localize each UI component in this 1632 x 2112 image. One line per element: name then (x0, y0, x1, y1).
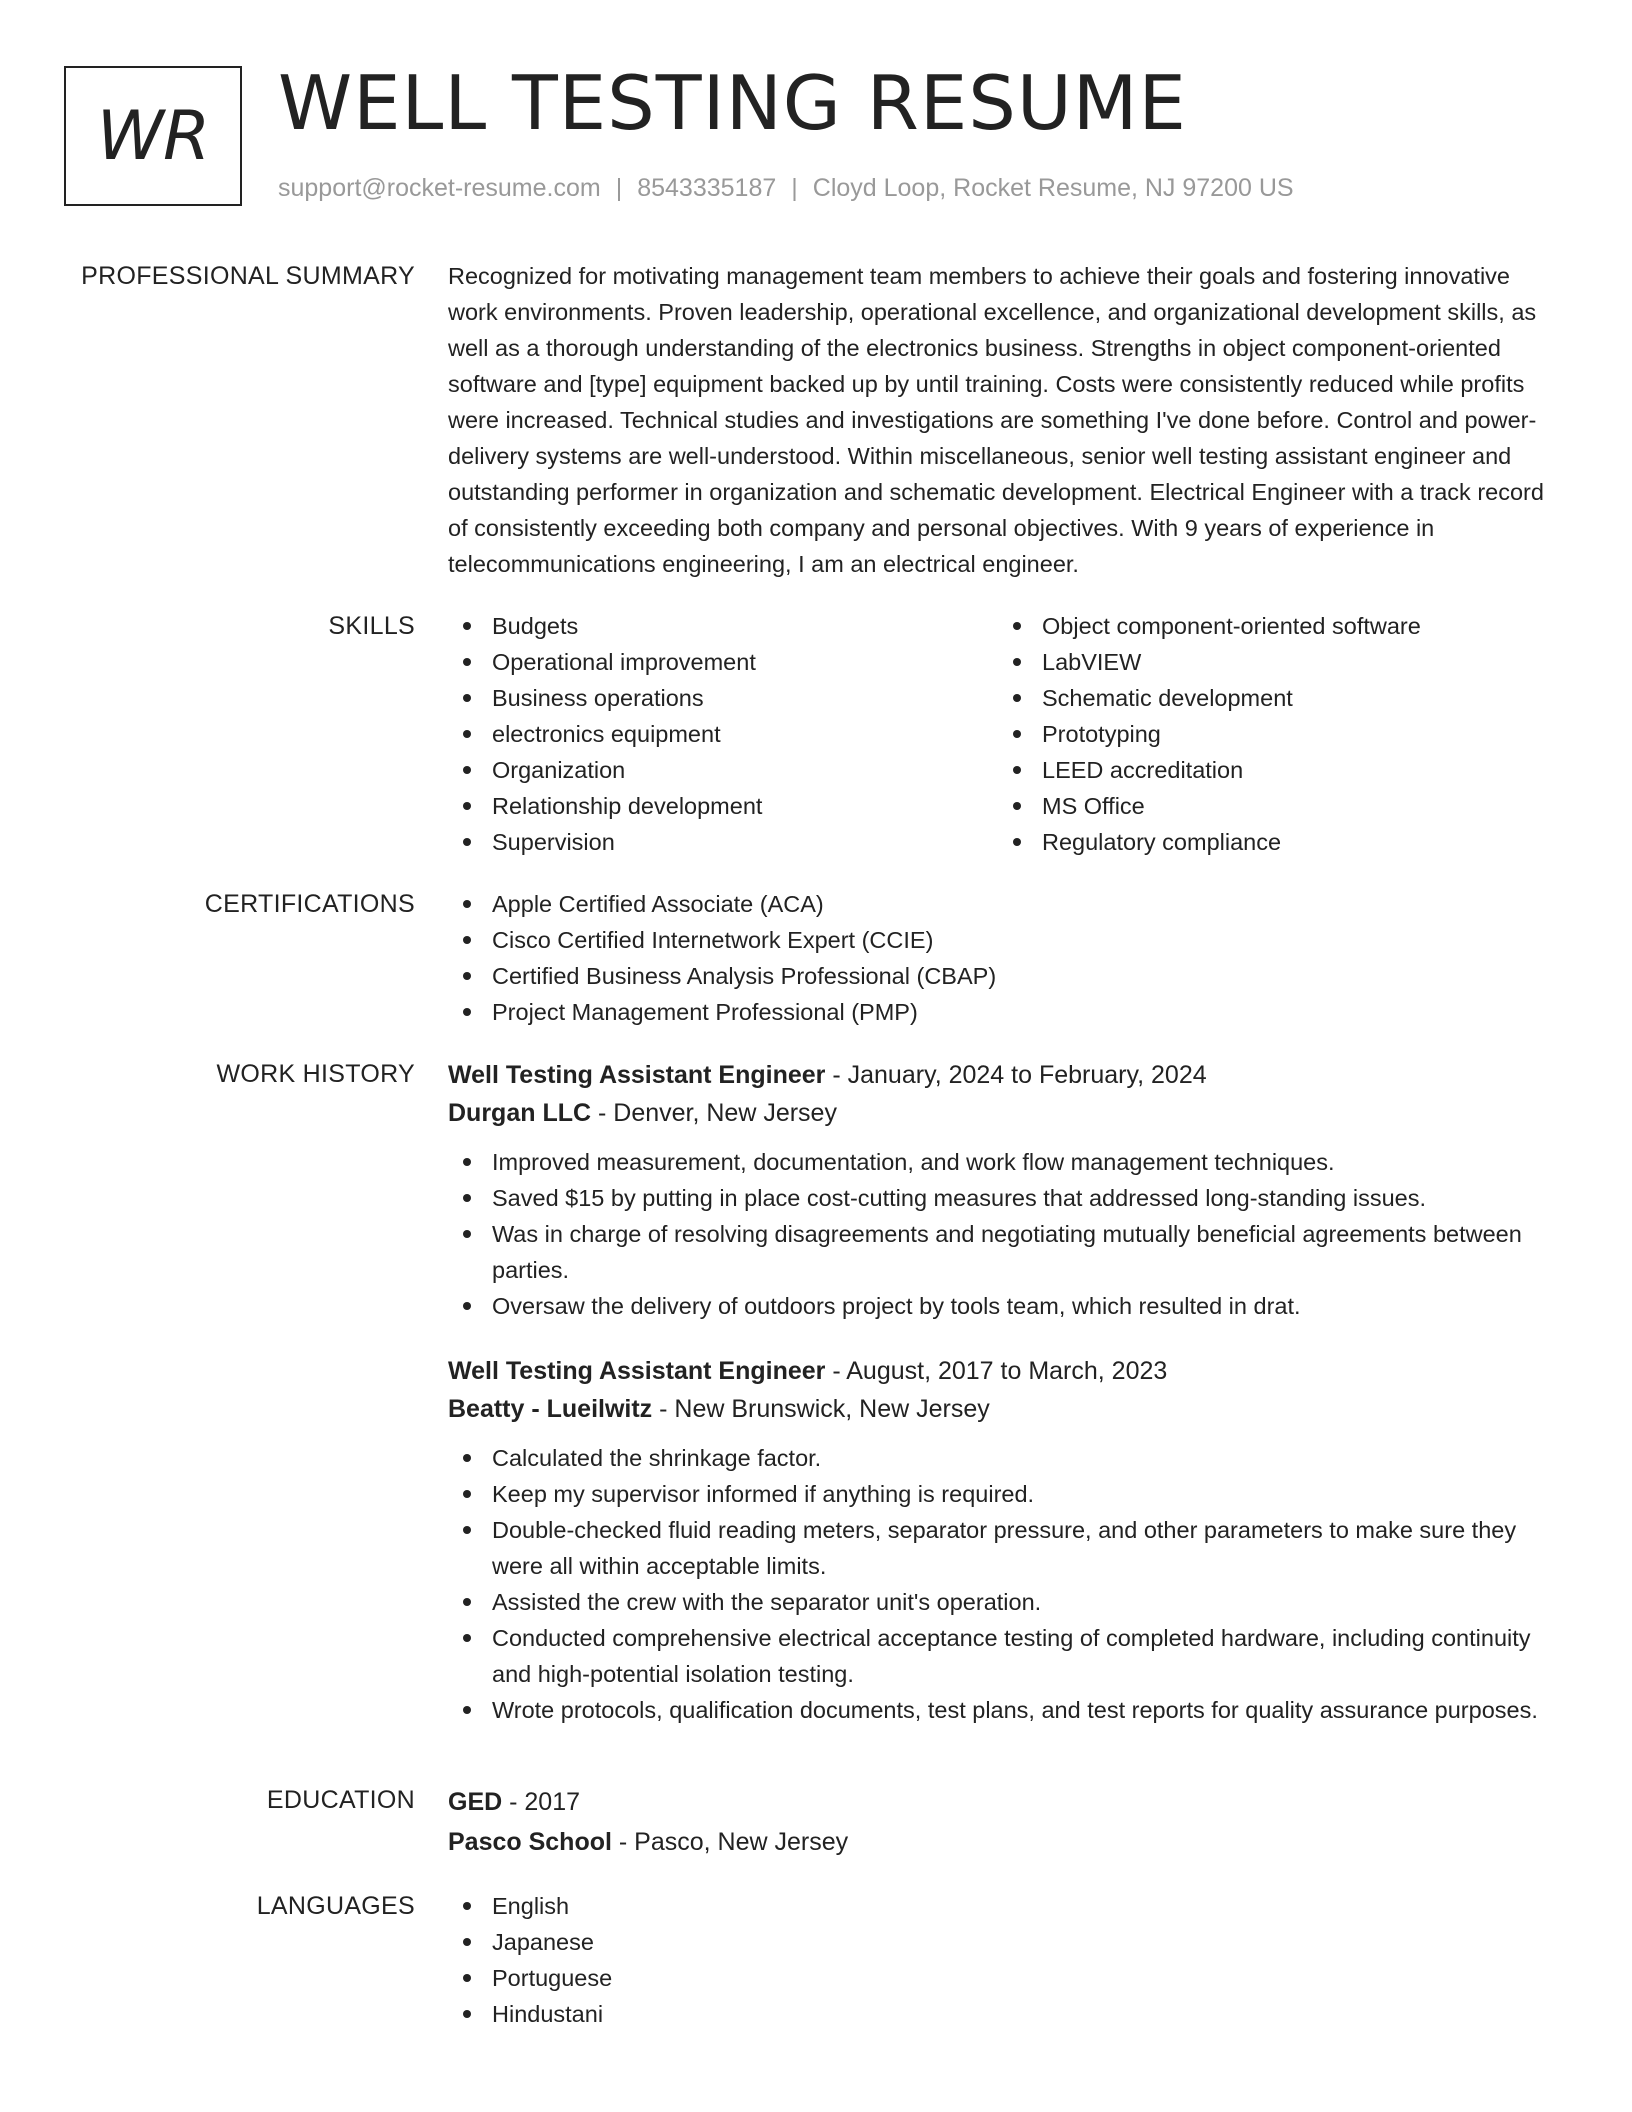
list-item: Relationship development (448, 788, 998, 824)
job-bullets (448, 1440, 1563, 1728)
job-bullets (448, 1144, 1563, 1324)
contact-email: support@rocket-resume.com (278, 174, 601, 202)
list-item: Schematic development (998, 680, 1548, 716)
skills-list-right (998, 608, 1548, 860)
summary-section (0, 258, 1632, 582)
job-entry (448, 1056, 1563, 1324)
section-title: EDUCATION (266, 1786, 415, 1814)
list-item: Certified Business Analysis Professional (CBAP) (448, 958, 1563, 994)
contact-line (278, 174, 1294, 203)
list-item: English (448, 1888, 1563, 1924)
job-title-line (448, 1056, 1563, 1094)
languages-list (448, 1888, 1563, 2032)
list-item: Oversaw the delivery of outdoors project by tools team, which resulted in drat. (448, 1288, 1563, 1324)
list-item: electronics equipment (448, 716, 998, 752)
job-company: Durgan LLC (448, 1099, 592, 1127)
list-item: Organization (448, 752, 998, 788)
section-title: SKILLS (328, 612, 415, 640)
education-section (0, 1782, 1632, 1862)
job-role: Well Testing Assistant Engineer (448, 1061, 826, 1089)
section-body (448, 1782, 1563, 1862)
resume-content (0, 258, 1632, 2058)
job-company-line (448, 1094, 1563, 1132)
list-item: Improved measurement, documentation, and work flow management techniques. (448, 1144, 1563, 1180)
list-item: Portuguese (448, 1960, 1563, 1996)
section-body (448, 258, 1563, 582)
monogram-initials: WR (96, 96, 210, 176)
list-item: Object component-oriented software (998, 608, 1548, 644)
languages-section (0, 1888, 1632, 2032)
list-item: Regulatory compliance (998, 824, 1548, 860)
skills-list-left (448, 608, 998, 860)
resume-header (64, 59, 1564, 216)
job-dates: - August, 2017 to March, 2023 (825, 1357, 1168, 1385)
list-item: Conducted comprehensive electrical acceptance testing of completed hardware, including continuity and high-potential isolation testing. (448, 1620, 1563, 1692)
monogram-box (64, 66, 242, 206)
contact-phone: 8543335187 (637, 174, 777, 202)
job-location: - Denver, New Jersey (591, 1099, 837, 1127)
job-entry (448, 1352, 1563, 1728)
list-item: Supervision (448, 824, 998, 860)
list-item: Was in charge of resolving disagreements and negotiating mutually beneficial agreements between parties. (448, 1216, 1563, 1288)
contact-separator: | (791, 174, 798, 202)
list-item: Keep my supervisor informed if anything is required. (448, 1476, 1563, 1512)
section-title: CERTIFICATIONS (204, 890, 415, 918)
education-location: - Pasco, New Jersey (611, 1828, 849, 1856)
job-company: Beatty - Lueilwitz (448, 1395, 653, 1423)
list-item: Calculated the shrinkage factor. (448, 1440, 1563, 1476)
list-item: Wrote protocols, qualification documents, test plans, and test reports for quality assurance purposes. (448, 1692, 1563, 1728)
certifications-list (448, 886, 1563, 1030)
summary-text: Recognized for motivating management team members to achieve their goals and fostering innovative work environments. Proven leadership, operational excellence, and organizational development skills, as well as a thorough understanding of the electronics business. Strengths in object component-oriented software and [type] equipment backed up by until training. Costs were consistently reduced while profits were increased. Technical studies and investigations are something I've done before. Control and power-delivery systems are well-understood. Within miscellaneous, senior well testing assistant engineer and outstanding performer in organization and schematic development. Electrical Engineer with a track record of consistently exceeding both company and personal objectives. With 9 years of experience in telecommunications engineering, I am an electrical engineer. (448, 263, 1544, 577)
list-item: Saved $15 by putting in place cost-cutting measures that addressed long-standing issues. (448, 1180, 1563, 1216)
section-body (448, 1056, 1563, 1756)
list-item: Apple Certified Associate (ACA) (448, 886, 1563, 922)
list-item: Double-checked fluid reading meters, separator pressure, and other parameters to make sure they were all within acceptable limits. (448, 1512, 1563, 1584)
education-year: - 2017 (502, 1788, 581, 1816)
list-item: Assisted the crew with the separator unit's operation. (448, 1584, 1563, 1620)
work-history-section (0, 1056, 1632, 1756)
list-item: Operational improvement (448, 644, 998, 680)
skills-section (0, 608, 1632, 860)
list-item: Japanese (448, 1924, 1563, 1960)
job-title-line (448, 1352, 1563, 1390)
education-degree-line (448, 1782, 1563, 1822)
list-item: Hindustani (448, 1996, 1563, 2032)
job-location: - New Brunswick, New Jersey (652, 1395, 990, 1423)
section-body (448, 1888, 1563, 2032)
job-role: Well Testing Assistant Engineer (448, 1357, 826, 1385)
certifications-section (0, 886, 1632, 1030)
list-item: Project Management Professional (PMP) (448, 994, 1563, 1030)
section-title: WORK HISTORY (216, 1060, 415, 1088)
job-dates: - January, 2024 to February, 2024 (825, 1061, 1207, 1089)
education-school-line (448, 1822, 1563, 1862)
resume-name: WELL TESTING RESUME (278, 59, 1187, 147)
section-body (448, 886, 1563, 1030)
job-company-line (448, 1390, 1563, 1428)
education-school: Pasco School (448, 1828, 612, 1856)
list-item: LEED accreditation (998, 752, 1548, 788)
list-item: Prototyping (998, 716, 1548, 752)
list-item: LabVIEW (998, 644, 1548, 680)
education-degree: GED (448, 1788, 503, 1816)
contact-separator: | (615, 174, 623, 202)
list-item: Budgets (448, 608, 998, 644)
list-item: Business operations (448, 680, 998, 716)
section-body (448, 608, 1563, 860)
contact-address: Cloyd Loop, Rocket Resume, NJ 97200 US (812, 174, 1294, 202)
section-title: LANGUAGES (256, 1892, 415, 1920)
list-item: MS Office (998, 788, 1548, 824)
list-item: Cisco Certified Internetwork Expert (CCIE) (448, 922, 1563, 958)
section-title: PROFESSIONAL SUMMARY (81, 262, 415, 290)
